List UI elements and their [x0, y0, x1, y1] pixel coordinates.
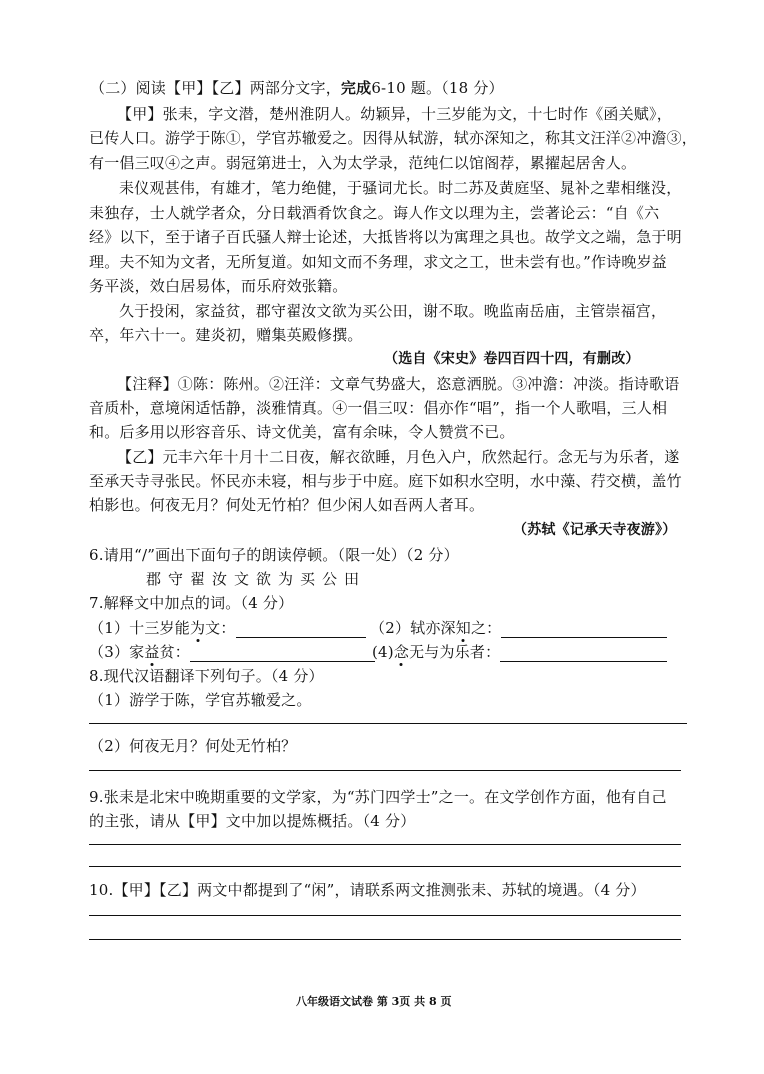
q10-text: 10.【甲】【乙】两文中都提到了“闲”，请联系两文推测张耒、苏轼的境遇。（4 分）: [89, 881, 646, 899]
yi-line-3: 柏影也。何夜无月？何处无竹柏？但少闲人如吾两人者耳。: [89, 496, 485, 514]
jia-p2-line-5: 务平淡，效白居易体，而乐府效张籍。: [89, 277, 348, 295]
q7-item-1: [89, 618, 366, 638]
q8-text: 8.现代汉语翻译下列句子。（4 分）: [89, 667, 324, 685]
q7-dotted-word: 念: [393, 643, 410, 661]
q7-item-3: [89, 642, 375, 662]
jia-p1-line-3: 有一倡三叹④之声。弱冠第进士，入为太学录，范纯仁以馆阁荐，累擢起居舍人。: [89, 154, 637, 172]
q7-item-4: [372, 642, 667, 662]
q7-answer-blank-1[interactable]: [236, 621, 366, 638]
jia-p2-line-3: 经》以下，至于诸子百氏骚人辩士论述，大抵皆将以为寓理之具也。故学文之端，急于明: [89, 228, 682, 246]
q7-dotted-word: 益: [144, 643, 160, 661]
q7-item-post: 文：: [205, 619, 236, 637]
q7-answer-blank-3[interactable]: [190, 645, 375, 662]
q7-dotted-word: 知: [455, 619, 471, 637]
section-title-bold: 完成: [340, 79, 372, 97]
jia-p2-line-1: 耒仪观甚伟，有雄才，笔力绝健，于骚词尤长。时二苏及黄庭坚、晁补之辈相继没，: [119, 179, 682, 197]
notes-line-1: 【注释】①陈：陈州。②汪洋：文章气势盛大，恣意洒脱。③冲澹：冲淡。指诗歌语: [117, 375, 680, 393]
page-footer: 八年级语文试卷 第 3页 共 8 页: [296, 995, 452, 1008]
notes-line-3: 和。后多用以形容音乐、诗文优美，富有余味，令人赞赏不已。: [89, 423, 515, 441]
q7-item-post: 贫：: [159, 643, 190, 661]
jia-p3-line-2: 卒，年六十一。建炎初，赠集英殿修撰。: [89, 326, 363, 344]
q7-item-pre: 轼亦深: [410, 619, 456, 637]
q7-item-post: 之：: [470, 619, 502, 637]
q8-answer-line-2[interactable]: [89, 770, 681, 771]
q7-item-post: 无与为乐者：: [409, 643, 501, 661]
notes-line-2: 音质朴，意境闲适恬静，淡雅情真。④一倡三叹：倡亦作“唱”，指一个人歌唱，三人相: [89, 399, 668, 417]
yi-source: （苏轼《记承天寺夜游》）: [513, 522, 677, 538]
q6-text: 6.请用“/”画出下面句子的朗读停顿。（限一处）（2 分）: [89, 546, 459, 564]
section-title: [90, 78, 504, 98]
q8-sentence-2: （2）何夜无月？何处无竹柏？: [89, 737, 297, 755]
q7-item-num: （3）: [89, 643, 130, 661]
jia-p1-line-1: 【甲】张耒，字文潜，楚州淮阴人。幼颖异，十三岁能为文，十七时作《函关赋》，: [117, 105, 672, 123]
section-title-score: 6-10 题。（18 分）: [371, 79, 504, 97]
q10-answer-line-1[interactable]: [89, 915, 681, 916]
q9-answer-line-1[interactable]: [89, 844, 681, 845]
jia-source: （选自《宋史》卷四百四十四，有删改）: [384, 351, 640, 367]
q6-sentence: 郡守翟汝文欲为买公田: [146, 570, 367, 588]
jia-p3-line-1: 久于投闲，家益贫，郡守翟汝文欲为买公田，谢不取。晚监南岳庙，主管崇福宫，: [119, 302, 667, 320]
q7-text: 7.解释文中加点的词。（4 分）: [89, 594, 294, 612]
q9-line-2: 的主张，请从【甲】文中加以提炼概括。（4 分）: [89, 812, 416, 830]
yi-line-2: 至承天寺寻张民。怀民亦未寝，相与步于中庭。庭下如积水空明，水中藻、荇交横，盖竹: [89, 472, 682, 490]
jia-p2-line-4: 理。夫不知为文者，无所复道。如知文而不务理，求文之工，世未尝有也。”作诗晚岁益: [89, 253, 667, 271]
jia-p1-line-2: 已传人口。游学于陈①，学官苏辙爱之。因得从轼游，轼亦深知之，称其文汪洋②冲澹③，: [89, 129, 698, 147]
q10-answer-line-2[interactable]: [89, 939, 681, 940]
q9-answer-line-2[interactable]: [89, 866, 681, 867]
q7-item-num: （2）: [370, 619, 411, 637]
q8-answer-line-1[interactable]: [89, 723, 687, 724]
q9-line-1: 9.张耒是北宋中晚期重要的文学家，为“苏门四学士”之一。在文学创作方面，他有自己: [89, 788, 667, 806]
q7-item-pre: 家: [129, 643, 145, 661]
q7-item-num: （1）: [89, 619, 130, 637]
q7-item-num: (4): [372, 643, 394, 661]
jia-p2-line-2: 耒独存，士人就学者众，分日载酒肴饮食之。诲人作文以理为主，尝著论云：“自《六: [89, 204, 660, 222]
section-title-text: （二）阅读【甲】【乙】两部分文字，: [90, 79, 341, 97]
yi-line-1: 【乙】元丰六年十月十二日夜，解衣欲睡，月色入户，欣然起行。念无与为乐者，遂: [117, 448, 680, 466]
q7-dotted-word: 为: [189, 619, 206, 637]
q7-answer-blank-4[interactable]: [500, 645, 667, 662]
q7-item-2: [370, 618, 667, 638]
q8-sentence-1: （1）游学于陈，学官苏辙爱之。: [89, 691, 312, 709]
q7-answer-blank-2[interactable]: [501, 621, 667, 638]
q7-item-pre: 十三岁能: [129, 619, 190, 637]
